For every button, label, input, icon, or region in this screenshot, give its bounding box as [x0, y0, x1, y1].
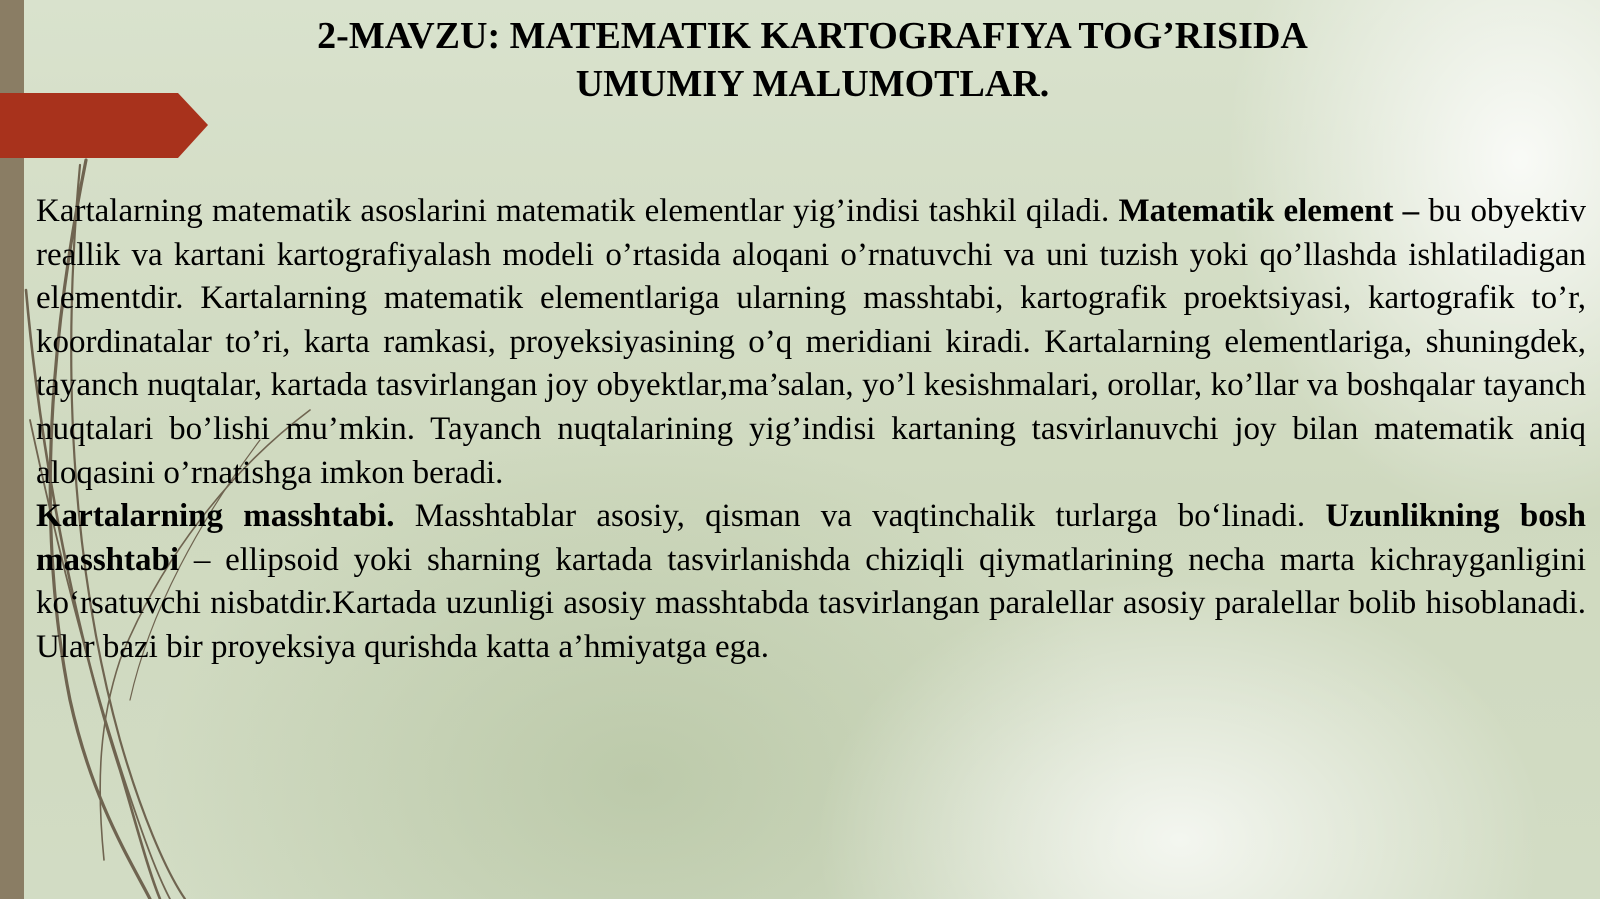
para2-bold-term: Uzunlikning bosh masshtabi: [36, 498, 1586, 578]
para1-intro: Kartalarning matematik asoslarini matematik elementlar yig’indisi tashkil qiladi.: [36, 193, 1119, 229]
slide-title: [200, 12, 1425, 108]
title-line-1: 2-MAVZU: MATEMATIK KARTOGRAFIYA TOG’RISIDA: [317, 15, 1308, 57]
para1-bold-term: Matematik element –: [1118, 193, 1420, 229]
paragraph-map-scale: [36, 495, 1586, 669]
red-arrow-banner: [0, 0, 210, 170]
paragraph-mathematical-elements: [36, 190, 1586, 495]
para2-text-1: Masshtablar asosiy, qisman va vaqtinchalik turlarga bo‘linadi.: [394, 498, 1326, 535]
para1-rest: bu obyektiv reallik va kartani kartografiyalash modeli o’rtasida aloqani o’rnatuvchi va uni tuzish yoki qo’llashda ishlatiladigan elementdir. Kartalarning matematik elementlariga ularning masshtabi, kartografik proektsiyasi, kartografik to’r, koordinatalar to’ri, karta ramkasi, proyeksiyasining o’q meridiani kiradi. Kartalarning elementlariga, shuningdek, tayanch nuqtalar, kartada tasvirlangan joy obyektlar,ma’salan, yo’l kesishmalari, orollar, ko’llar va boshqalar tayanch nuqtalari bo’lishi mu’mkin. Tayanch nuqtalarining yig’indisi kartaning tasvirlanuvchi joy bilan matematik aniq aloqasini o’rnatishga imkon beradi.: [36, 193, 1587, 491]
title-line-2: UMUMIY MALUMOTLAR.: [575, 63, 1050, 105]
para2-text-2: – ellipsoid yoki sharning kartada tasvirlanishda chiziqli qiymatlarining necha marta kichrayganligini ko‘rsatuvchi nisbatdir.Kartada uzunligi asosiy masshtabda tasvirlangan paralellar asosiy paralellar bolib hisoblanadi. Ular bazi bir proyeksiya qurishda katta a’hmiyatga ega.: [36, 541, 1586, 665]
para2-bold-heading: Kartalarning masshtabi.: [36, 498, 395, 535]
body-text: [36, 190, 1586, 670]
